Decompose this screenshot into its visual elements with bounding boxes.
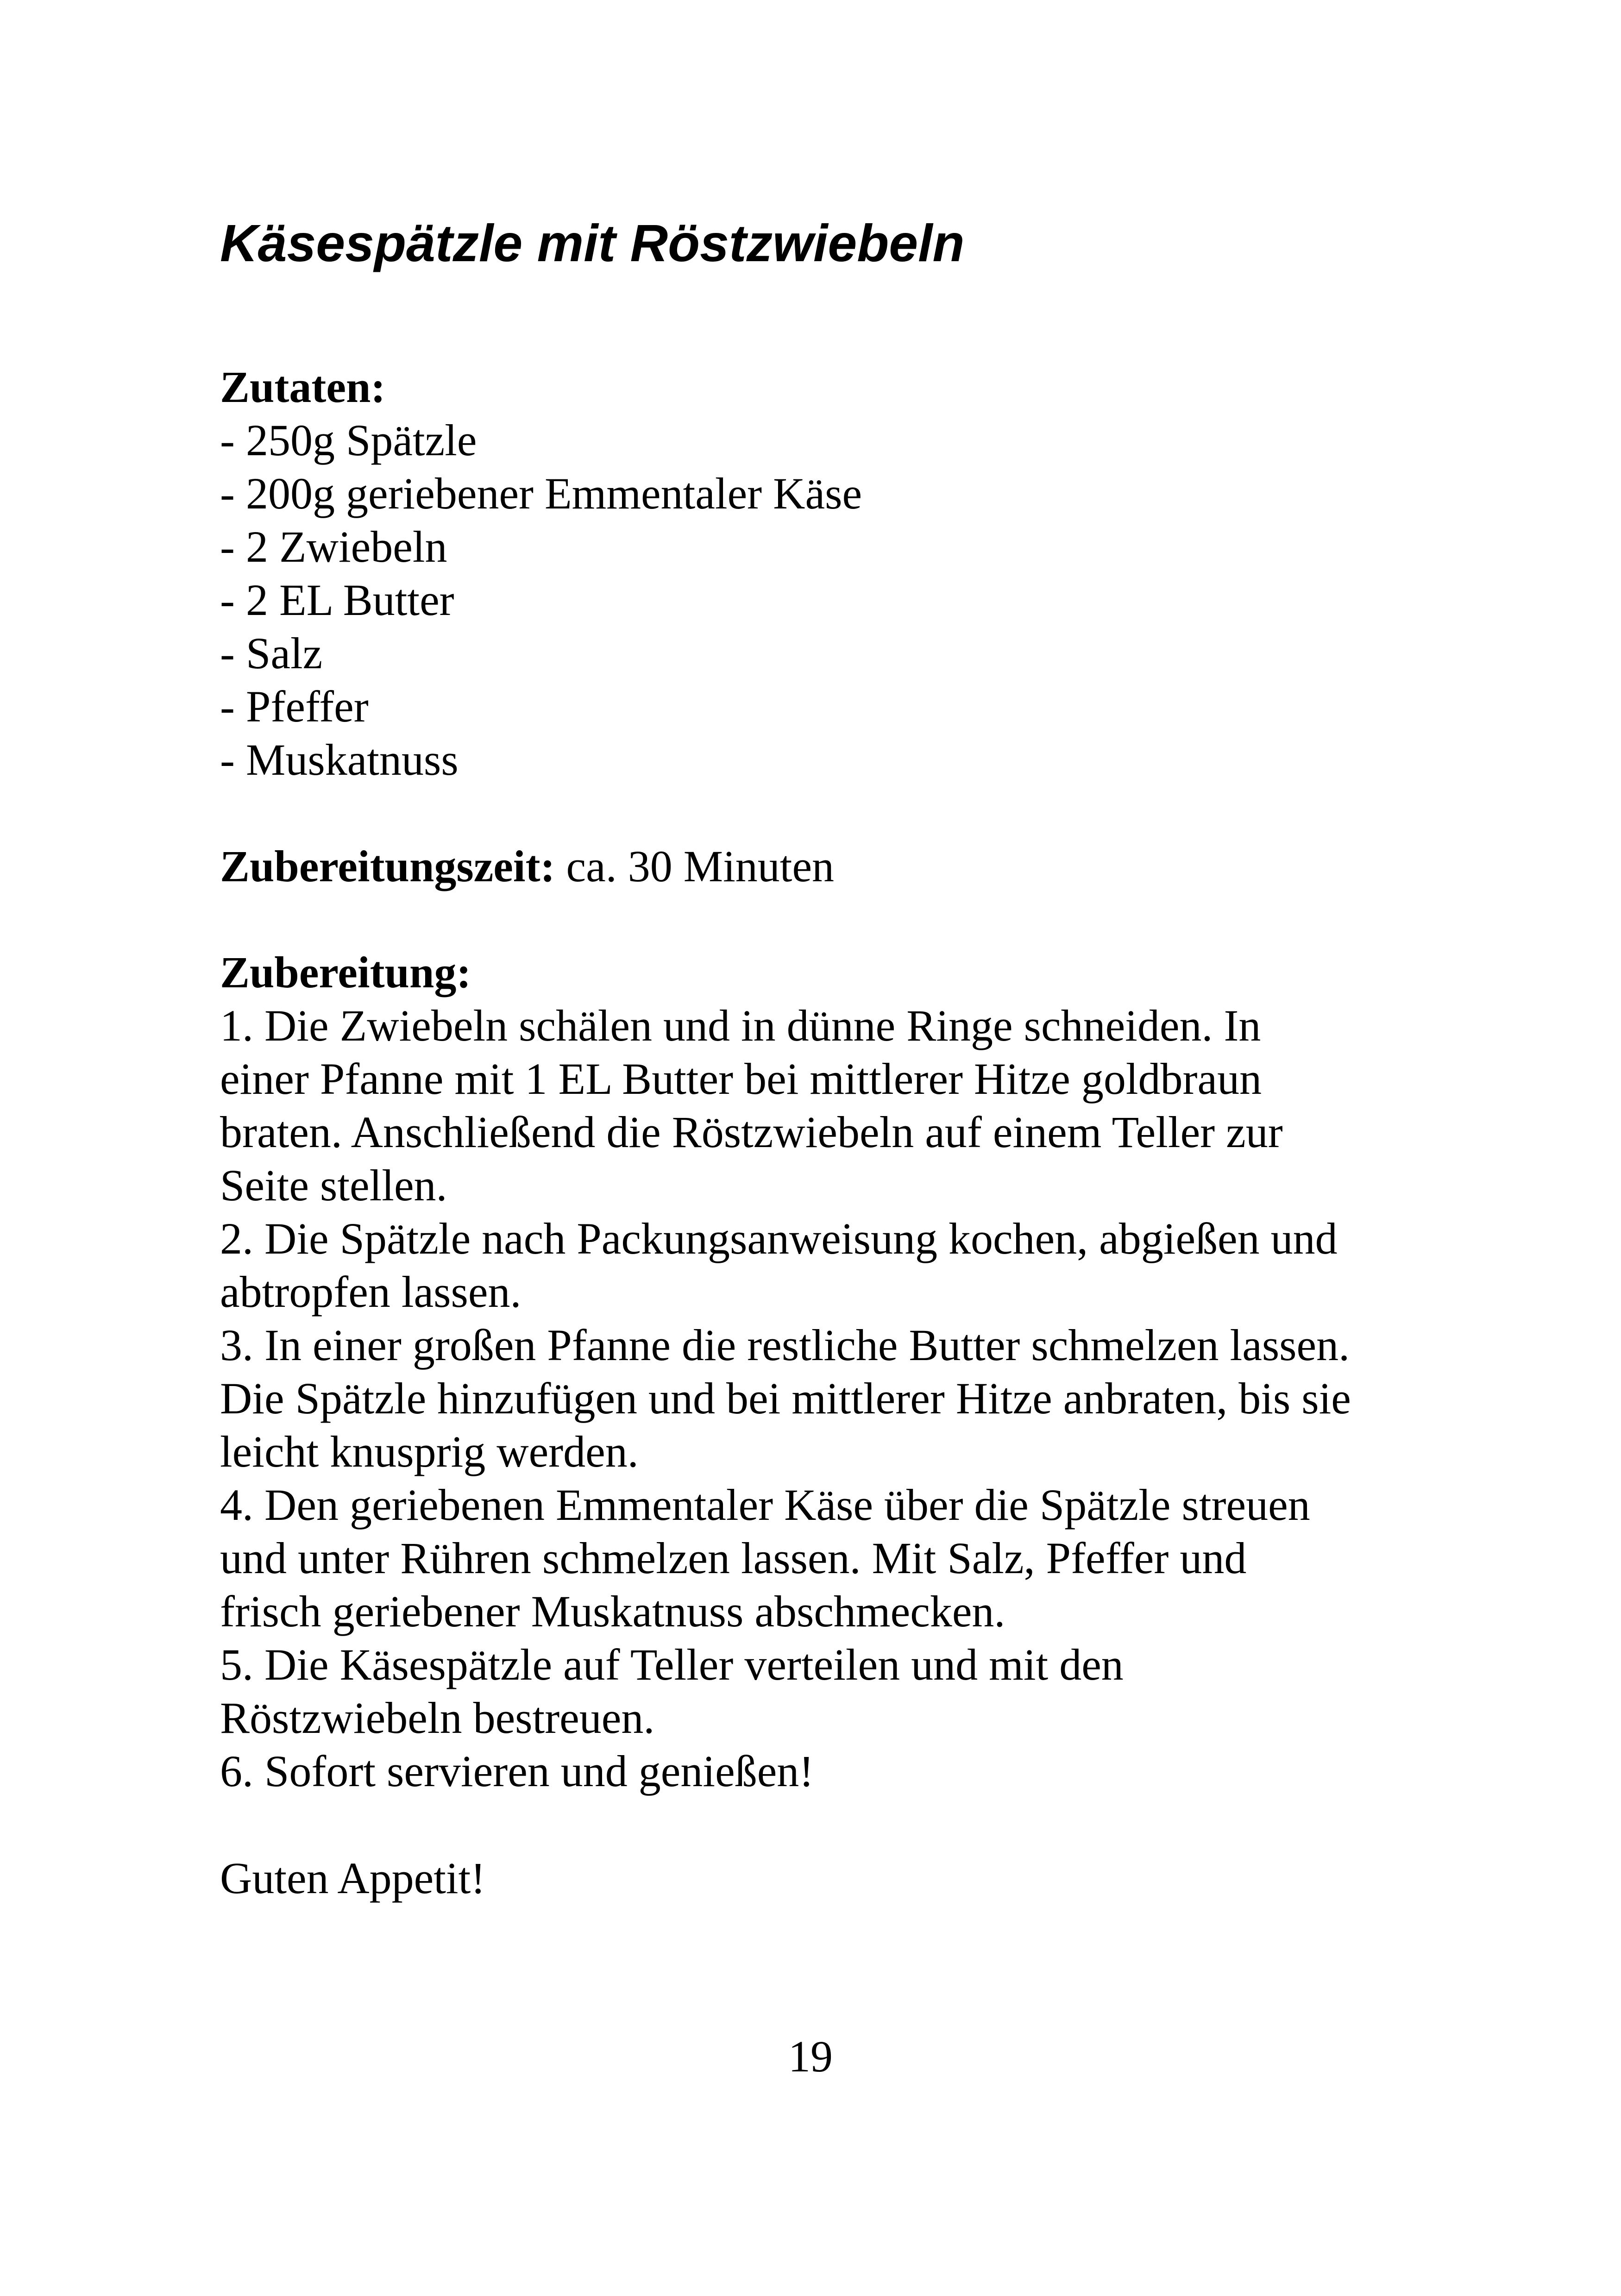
ingredients-heading: Zutaten: bbox=[220, 362, 386, 412]
preparation-line: Seite stellen. bbox=[220, 1161, 447, 1210]
preparation-line: abtropfen lassen. bbox=[220, 1267, 521, 1317]
preparation-line: braten. Anschließend die Röstzwiebeln auf einem Teller zur bbox=[220, 1107, 1283, 1157]
ingredient-item: - Salz bbox=[220, 628, 323, 678]
preparation-heading: Zubereitung: bbox=[220, 947, 471, 997]
preparation-line: 5. Die Käsespätzle auf Teller verteilen und mit den bbox=[220, 1640, 1124, 1689]
recipe-title: Käsespätzle mit Röstzwiebeln bbox=[220, 214, 965, 272]
page-number: 19 bbox=[788, 2032, 833, 2081]
ingredients-section bbox=[220, 360, 862, 786]
preparation-line: 4. Den geriebenen Emmentaler Käse über die Spätzle streuen bbox=[220, 1480, 1310, 1530]
ingredient-item: - 200g geriebener Emmentaler Käse bbox=[220, 469, 862, 518]
preparation-line: Die Spätzle hinzufügen und bei mittlerer Hitze anbraten, bis sie bbox=[220, 1374, 1351, 1423]
ingredient-item: - 2 Zwiebeln bbox=[220, 522, 447, 571]
ingredient-item: - Pfeffer bbox=[220, 682, 369, 731]
ingredient-item: - 250g Spätzle bbox=[220, 415, 477, 465]
prep-time-value: ca. 30 Minuten bbox=[566, 841, 835, 891]
closing-text: Guten Appetit! bbox=[220, 1853, 486, 1903]
prep-time-line bbox=[220, 840, 834, 893]
preparation-line: einer Pfanne mit 1 EL Butter bei mittlerer Hitze goldbraun bbox=[220, 1054, 1262, 1104]
preparation-line: 6. Sofort servieren und genießen! bbox=[220, 1746, 814, 1796]
ingredient-item: - 2 EL Butter bbox=[220, 575, 454, 625]
prep-time-label: Zubereitungszeit: bbox=[220, 841, 555, 891]
preparation-line: leicht knusprig werden. bbox=[220, 1427, 639, 1476]
preparation-line: Röstzwiebeln bestreuen. bbox=[220, 1693, 655, 1743]
preparation-line: und unter Rühren schmelzen lassen. Mit Salz, Pfeffer und bbox=[220, 1533, 1247, 1583]
preparation-line: 3. In einer großen Pfanne die restliche Butter schmelzen lassen. bbox=[220, 1320, 1350, 1370]
preparation-section bbox=[220, 946, 1351, 1798]
preparation-line: 2. Die Spätzle nach Packungsanweisung kochen, abgießen und bbox=[220, 1214, 1338, 1263]
ingredient-item: - Muskatnuss bbox=[220, 735, 459, 784]
preparation-line: frisch geriebener Muskatnuss abschmecken. bbox=[220, 1587, 1005, 1636]
preparation-line: 1. Die Zwiebeln schälen und in dünne Ringe schneiden. In bbox=[220, 1001, 1261, 1050]
